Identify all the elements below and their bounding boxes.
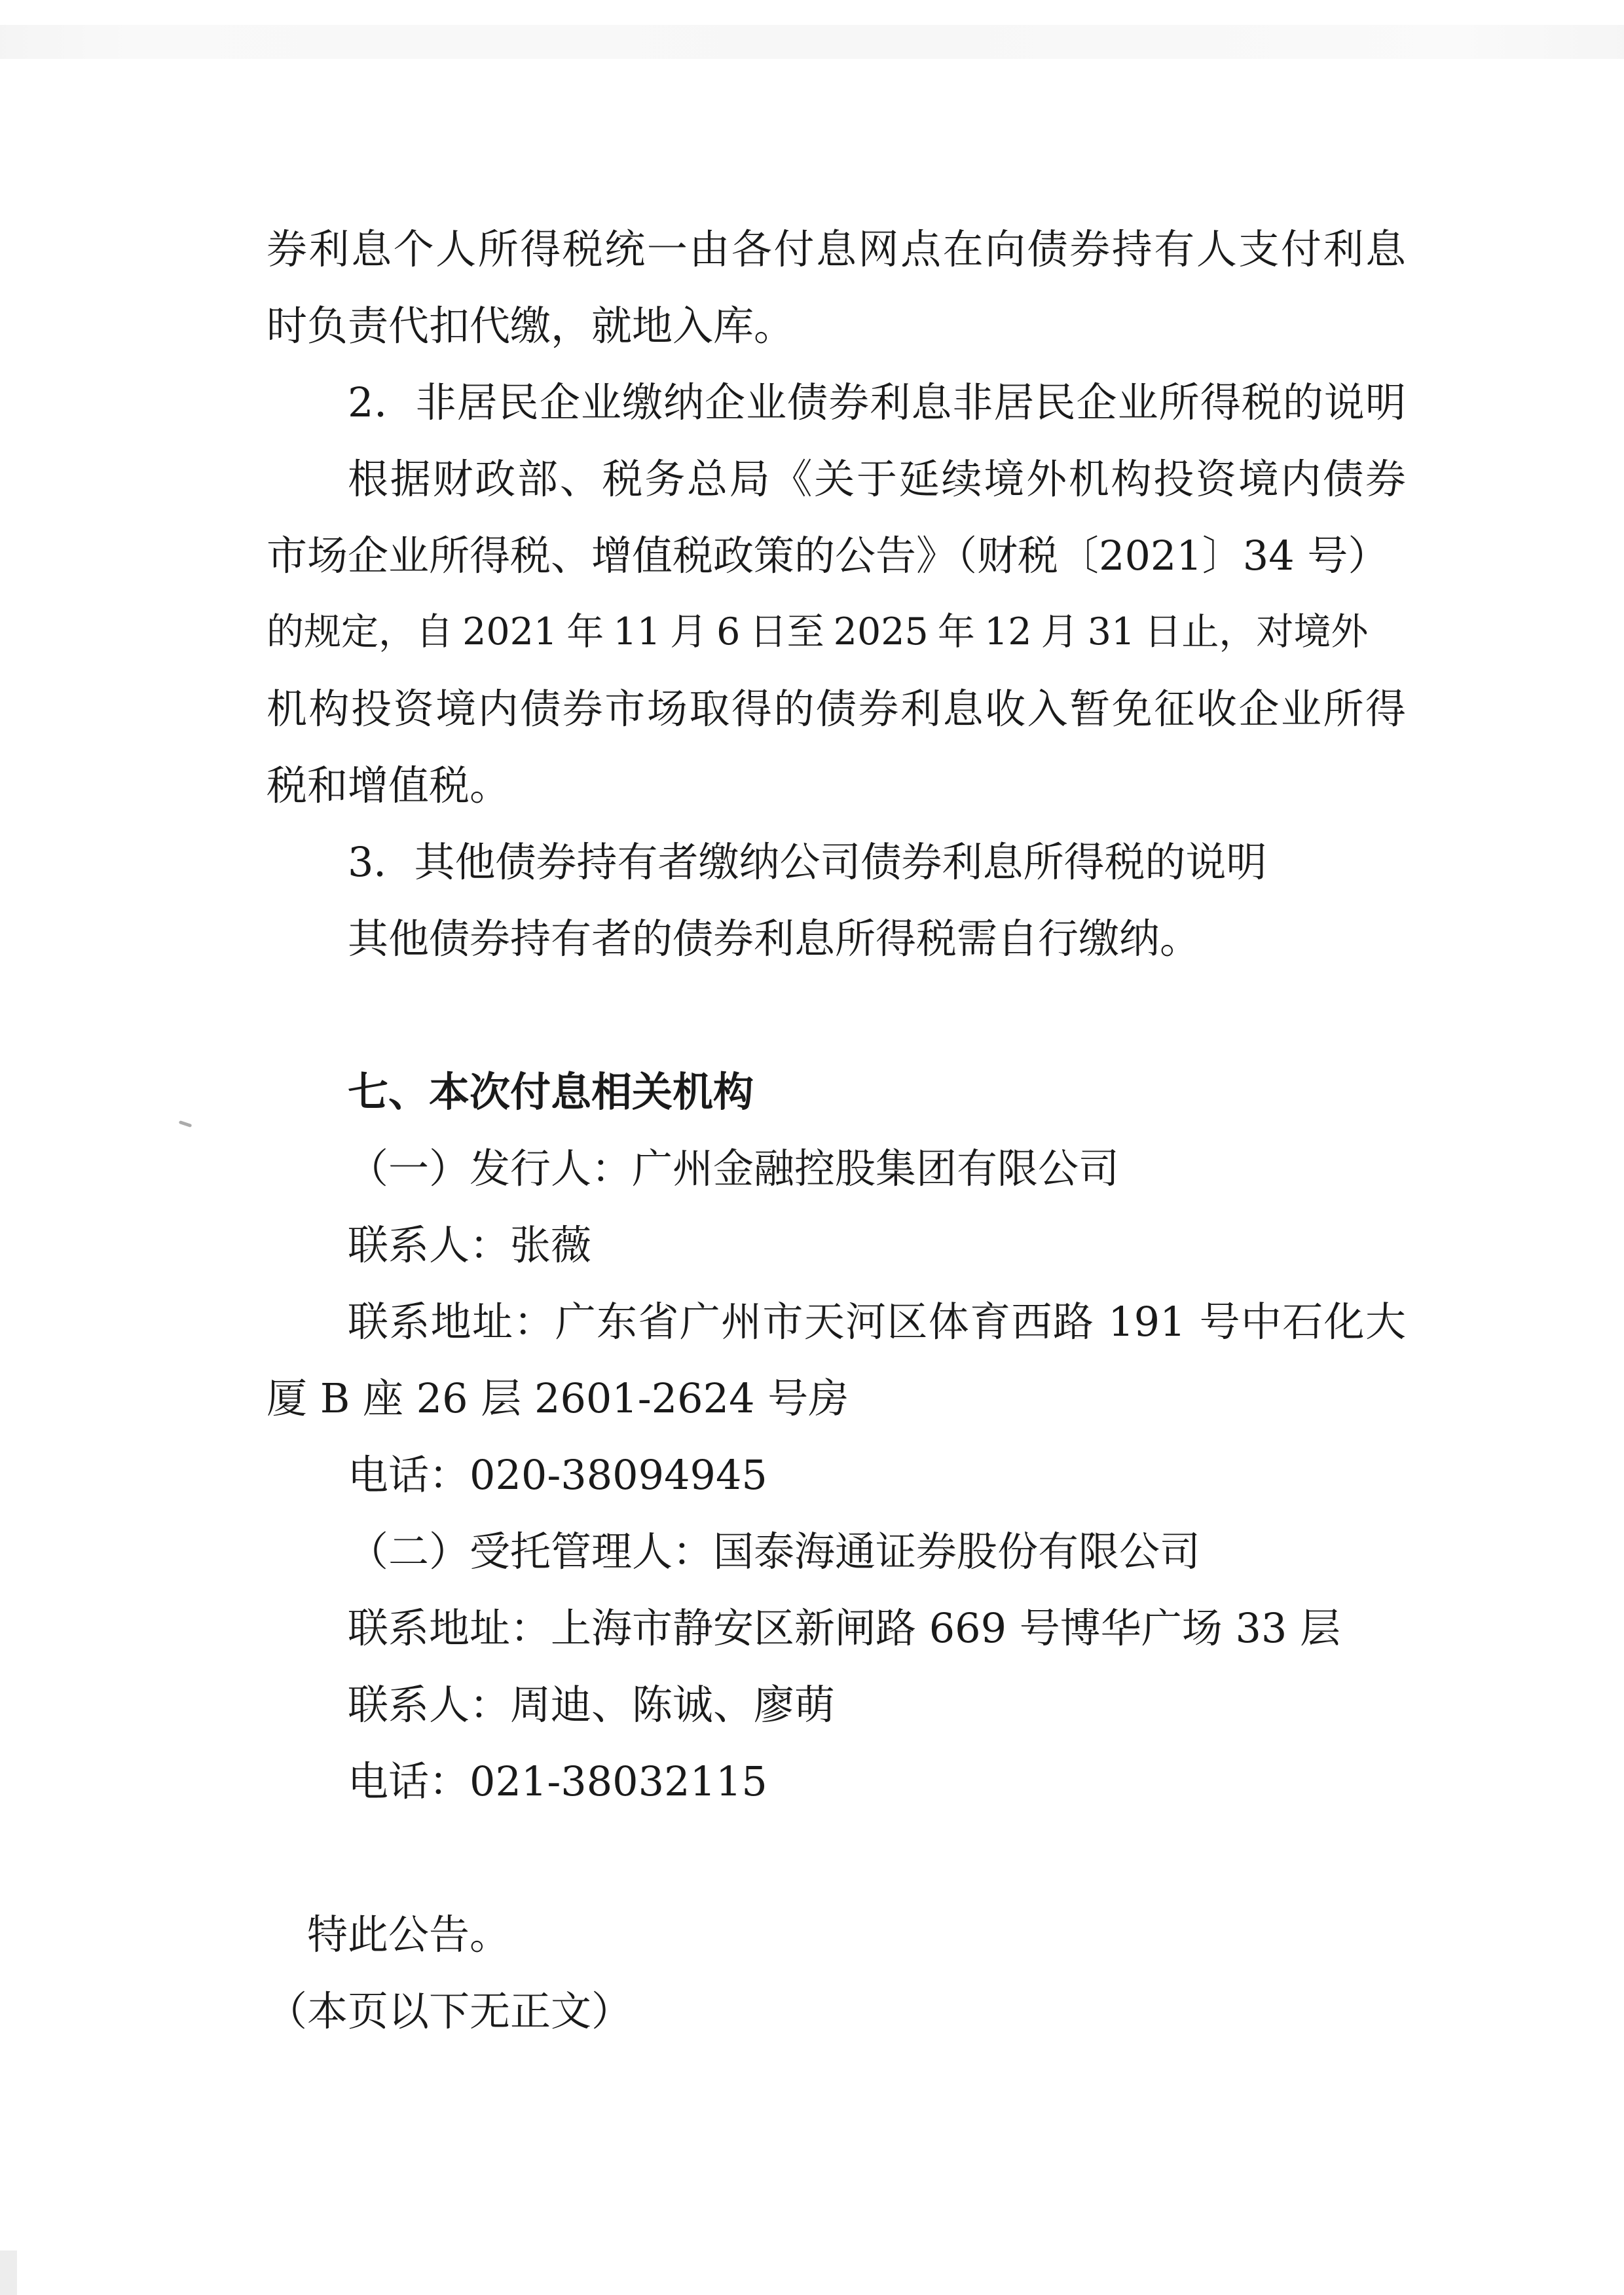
text-line: 联系地址：上海市静安区新闸路 669 号博华广场 33 层 <box>348 1604 1341 1652</box>
text-line: 机构投资境内债券市场取得的债券利息收入暂免征收企业所得 <box>267 685 1406 733</box>
blank-line <box>267 1820 1406 1896</box>
text-line: 电话：021-38032115 <box>348 1757 767 1805</box>
text-line: 的规定，自 2021 年 11 月 6 日至 2025 年 12 月 31 日止，对境外 <box>267 610 1369 653</box>
text-line: 税和增值税。 <box>267 762 511 809</box>
closing-announcement: 特此公告。 <box>307 1911 511 1958</box>
text-line: 厦 B 座 26 层 2601-2624 号房 <box>267 1374 849 1422</box>
text-line: （一）发行人：广州金融控股集团有限公司 <box>348 1145 1120 1192</box>
text-line: 联系地址：广东省广州市天河区体育西路 191 号中石化大 <box>348 1298 1406 1346</box>
no-more-text-note: （本页以下无正文） <box>267 1987 633 2035</box>
text-line: 根据财政部、税务总局《关于延续境外机构投资境内债券 <box>348 455 1406 503</box>
scan-artifact-top-band <box>0 25 1624 59</box>
scan-artifact-mark <box>179 1120 193 1128</box>
blank-line <box>267 977 1406 1054</box>
text-line: （二）受托管理人：国泰海通证券股份有限公司 <box>348 1528 1201 1575</box>
text-line: 时负责代扣代缴，就地入库。 <box>267 302 795 350</box>
document-body <box>267 211 1406 2049</box>
text-line: 联系人：张薇 <box>348 1221 592 1269</box>
text-line: 券利息个人所得税统一由各付息网点在向债券持有人支付利息 <box>267 225 1406 273</box>
text-line: 2．非居民企业缴纳企业债券利息非居民企业所得税的说明 <box>348 378 1406 426</box>
text-line: 3．其他债券持有者缴纳公司债券利息所得税的说明 <box>348 838 1267 886</box>
text-line: 电话：020-38094945 <box>348 1451 767 1499</box>
text-line: 其他债券持有者的债券利息所得税需自行缴纳。 <box>348 915 1201 963</box>
scan-artifact-bottom-patch <box>0 2250 17 2295</box>
text-line: 市场企业所得税、增值税政策的公告》（财税〔2021〕34 号） <box>267 532 1389 579</box>
text-line: 联系人：周迪、陈诚、廖萌 <box>348 1681 836 1729</box>
section-heading: 七、本次付息相关机构 <box>348 1068 754 1116</box>
